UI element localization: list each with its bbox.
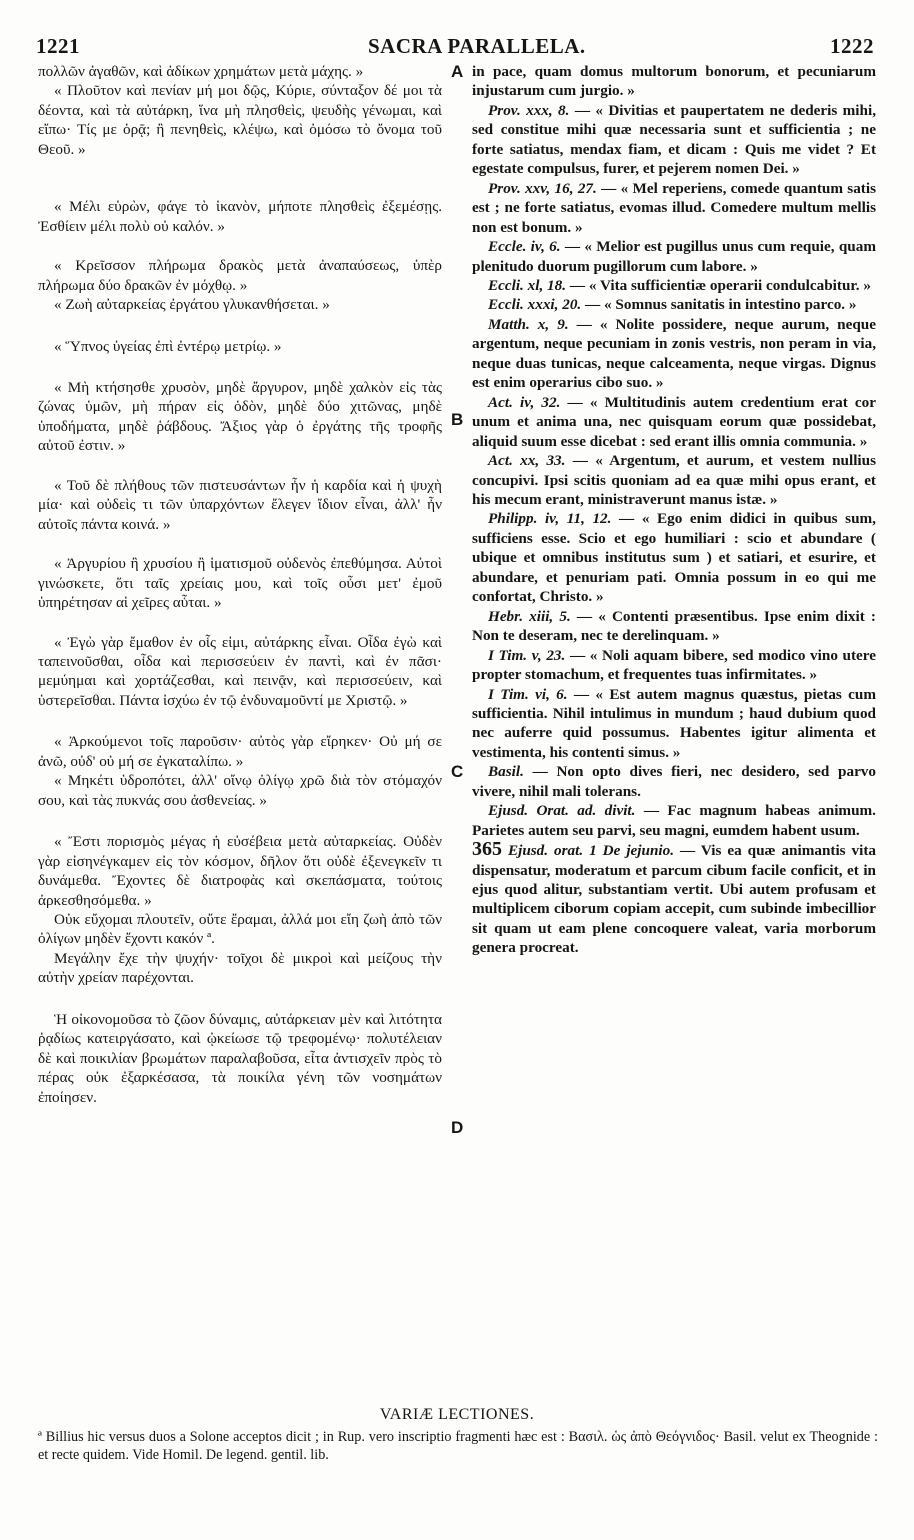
latin-paragraph — [472, 646, 876, 685]
scripture-reference: Matth. x, 9. — [488, 315, 569, 333]
latin-text: — Vis ea quæ animantis vita dispensatur, moderatum et parcum cibum facile conficit, et in ejus quod alitur, substantiam vertit. Ubi autem profusam et multiplicem ciborum copiam accepit, cum subinde imbecillior sit quam ut eam plene concoquere valeat, varia morborum genera procreat. — [472, 842, 877, 957]
greek-paragraph: πολλῶν ἀγαθῶν, καὶ ἀδίκων χρημάτων μετὰ μάχης. » — [38, 63, 364, 80]
variae-lectiones-heading: VARIÆ LECTIONES. — [379, 1406, 535, 1423]
greek-paragraph: Οὐκ εὔχομαι πλουτεῖν, οὔτε ἔραμαι, ἀλλά μοι εἴη ζωὴ ἀπὸ τῶν ὀλίγων μηδὲν ἔχοντι κακόν ª. — [38, 910, 442, 948]
latin-paragraph — [472, 840, 876, 958]
greek-paragraph: « Μέλι εὑρὼν, φάγε τὸ ἱκανὸν, μήποτε πλησθεὶς ἐξεμέσῃς. Ἐσθίειν μέλι πολὺ οὐ καλόν. » — [38, 198, 442, 235]
greek-paragraph: « Κρεῖσσον πλήρωμα δρακὸς μετὰ ἀναπαύσεως, ὑπὲρ πλήρωμα δύο δρακῶν ἐν μόχθῳ. » — [38, 257, 442, 294]
right-page-number: 1222 — [830, 34, 874, 58]
latin-text: — Non opto dives fieri, nec desidero, sed parvo vivere, nihil mali tolerans. — [472, 763, 876, 800]
greek-paragraph: « Ἐγὼ γὰρ ἔμαθον ἐν οἷς εἰμι, αὐτάρκης εἶναι. Οἶδα ἐγὼ καὶ ταπεινοῦσθαι, οἶδα καὶ περισσεύειν ἐν παντὶ, καὶ ἐν πᾶσι· μεμύημαι καὶ χορτάζεσθαι, καὶ πεινᾷν, καὶ περισσεύειν, καὶ ὑστερεῖσθαι. Πάντα ἰσχύω ἐν τῷ ἐνδυναμοῦντί με Χριστῷ. » — [38, 633, 442, 709]
latin-paragraph — [472, 295, 876, 314]
scripture-reference: Hebr. xiii, 5. — [488, 607, 571, 625]
greek-paragraph: « Ζωὴ αὐταρκείας ἐργάτου γλυκανθήσεται. » — [54, 296, 330, 314]
column-number: 365 — [472, 838, 502, 861]
running-title: SACRA PARALLELA. — [368, 34, 586, 58]
greek-paragraph: « Πλοῦτον καὶ πενίαν μή μοι δῷς, Κύριε, σύνταξον δέ μοι τὰ δέοντα, καὶ τὰ αὐτάρκη, ἵνα μὴ πλησθεὶς, ψευδὴς γένωμαι, καὶ εἴπω· Τίς με ὁρᾷ; ἢ πενηθεὶς, κλέψω, καὶ ὀμόσω τὸ ὄνομα τοῦ Θεοῦ. » — [38, 82, 442, 158]
greek-paragraph: Ἡ οἰκονομοῦσα τὸ ζῶον δύναμις, αὐτάρκειαν μὲν καὶ λιτότητα ῥᾳδίως κατειργάσατο, καὶ ᾠκείωσε τῷ τρεφομένῳ· πολυτέλειαν δὲ καὶ ποικιλίαν βρωμάτων παραλαβοῦσα, εἶτα ἀντισχεῖν πρὸς τὸ πέρας οὐκ ἐξαρκέσασα, τὰ ποικίλα γένη τῶν νοσημάτων ἐποίησεν. — [38, 1010, 442, 1106]
margin-letter-d: D — [451, 1118, 464, 1137]
latin-text: — « Vita sufficientiæ operarii condulcabitur. » — [566, 276, 871, 294]
scripture-reference: Act. xx, 33. — [488, 452, 566, 470]
latin-paragraph — [472, 393, 876, 451]
greek-column — [38, 62, 442, 1107]
latin-paragraph — [472, 451, 876, 509]
latin-text: — « Est autem magnus quæstus, pietas cum sufficientia. Nihil intulimus in mundum ; haud dubium quod nec auferre quid possumus. Habentes igitur alimenta et vestimenta, his contenti simus. » — [472, 685, 876, 761]
margin-letter-a: A — [451, 62, 464, 81]
greek-paragraph: « Μηκέτι ὑδροπότει, ἀλλ' οἴνῳ ὀλίγῳ χρῶ διὰ τὸν στόμαχόν σου, καὶ τὰς πυκνάς σου ἀσθενείας. » — [38, 772, 442, 809]
latin-paragraph — [472, 509, 876, 606]
latin-paragraph — [472, 179, 876, 237]
latin-paragraph — [472, 237, 876, 276]
latin-paragraph — [472, 62, 876, 101]
margin-letter-c: C — [451, 762, 464, 781]
latin-text: — « Contenti præsentibus. Ipse enim dixit : Non te deseram, nec te derelinquam. » — [472, 607, 876, 645]
variae-lectiones-note: ª Billius hic versus duos a Solone acceptos dicit ; in Rup. vero inscriptio fragmenti hæc est : Βασιλ. ὡς ἀπὸ Θεόγνιδος· Basil. velut ex Theognide : et recte quidem. Vide Homil. De legend. gentil. lib. — [38, 1429, 878, 1463]
scripture-reference: Eccli. xl, 18. — [488, 276, 567, 294]
latin-paragraph — [472, 801, 876, 840]
scripture-reference: I Tim. v, 23. — [488, 646, 566, 664]
latin-paragraph — [472, 101, 876, 179]
scripture-reference: Eccli. xxxi, 20. — [488, 296, 582, 314]
scripture-reference: Basil. — [488, 763, 524, 781]
greek-paragraph: « Μὴ κτήσησθε χρυσὸν, μηδὲ ἄργυρον, μηδὲ χαλκὸν εἰς τὰς ζώνας ὑμῶν, μὴ πήραν εἰς ὁδὸν, μηδὲ δύο χιτῶνας, μηδὲ ὑποδήματα, μηδὲ ῥάβδους. Ἄξιος γὰρ ὁ ἐργάτης τῆς τροφῆς αὐτοῦ ἐστιν. » — [38, 378, 442, 455]
scripture-reference: Eccle. iv, 6. — [488, 238, 561, 256]
greek-paragraph: « Ἔστι πορισμὸς μέγας ἡ εὐσέβεια μετὰ αὐταρκείας. Οὐδὲν γὰρ εἰσηνέγκαμεν εἰς τὸν κόσμον, δῆλον ὅτι οὐδὲ ἐξενεγκεῖν τι δυνάμεθα. Ἔχοντες δὲ διατροφὰς καὶ σκεπάσματα, τούτοις ἀρκεσθησόμεθα. » — [38, 833, 442, 909]
scripture-reference: Prov. xxx, 8. — [488, 101, 570, 119]
greek-paragraph: « Ὕπνος ὑγείας ἐπὶ ἐντέρῳ μετρίῳ. » — [54, 337, 282, 355]
latin-text: — « Mel reperiens, comede quantum satis est ; ne forte satiatus, evomas illud. Comedere multum mellis non est bonum. » — [472, 179, 876, 236]
greek-paragraph: « Τοῦ δὲ πλήθους τῶν πιστευσάντων ἦν ἡ καρδία καὶ ἡ ψυχὴ μία· καὶ οὐδεὶς τι τῶν ὑπαρχόντων ἔλεγεν ἴδιον εἶναι, ἀλλ' ἦν αὐτοῖς πάντα κοινά. » — [38, 476, 442, 533]
scripture-reference: Act. iv, 32. — [488, 393, 561, 411]
latin-text: — « Divitias et paupertatem ne dederis mihi, sed constitue mihi quæ necessaria sunt et sufficientia ; ne forte satiatus, mendax fiam, et dicam : Quis me videt ? Et egestate compulsus, furer, et pejerem nomen Dei. » — [472, 101, 876, 178]
latin-text: — « Somnus sanitatis in intestino parco. » — [581, 296, 857, 314]
scripture-reference: Ejusd. Orat. ad. divit. — [488, 802, 636, 820]
latin-paragraph — [472, 762, 876, 801]
latin-text: — « Multitudinis autem credentium erat cor unum et anima una, nec quisquam eorum quæ possidebat, aliquid suum esse dicebat : sed erant illis omnia communia. » — [472, 393, 876, 450]
scripture-reference: I Tim. vi, 6. — [488, 685, 568, 703]
scripture-reference: Philipp. iv, 11, 12. — [488, 510, 612, 528]
latin-text: — Fac magnum habeas animum. Parietes autem seu parvi, seu magni, eumdem habent usum. — [472, 802, 876, 839]
latin-paragraph — [472, 315, 876, 393]
scripture-reference: Ejusd. orat. 1 De jejunio. — [507, 842, 675, 860]
greek-paragraph: « Ἀρκούμενοι τοῖς παροῦσιν· αὐτὸς γὰρ εἴρηκεν· Οὐ μή σε ἀνῶ, οὐδ' οὐ μή σε ἐγκαταλίπω. » — [38, 733, 442, 770]
latin-column — [472, 62, 876, 958]
left-page-number: 1221 — [36, 34, 80, 58]
latin-text: — « Noli aquam bibere, sed modico vino utere propter stomachum, et frequentes tuas infirmitates. » — [472, 646, 876, 684]
latin-paragraph — [472, 607, 876, 646]
latin-paragraph — [472, 685, 876, 763]
greek-paragraph: « Ἀργυρίου ἢ χρυσίου ἢ ἱματισμοῦ οὐδενὸς ἐπεθύμησα. Αὐτοὶ γινώσκετε, ὅτι ταῖς χρείαις μου, καὶ τοῖς οὖσι μετ' ἐμοῦ ὑπηρέτησαν αἱ χεῖρες αὗται. » — [38, 555, 442, 612]
latin-text: — « Nolite possidere, neque aurum, neque argentum, neque pecuniam in zonis vestris, non peram in via, neque duas tunicas, neque calceamenta, neque virgas. Dignus est enim operarius cibo suo. » — [472, 315, 876, 392]
latin-text: — « Melior est pugillus unus cum requie, quam plenitudo duorum pugillorum cum labore. » — [472, 238, 876, 275]
margin-letter-b: B — [451, 410, 464, 429]
greek-paragraph: Μεγάλην ἔχε τὴν ψυχήν· τοῖχοι δὲ μικροὶ καὶ μείζους τὴν αὐτὴν χρείαν παρέχονται. — [38, 949, 442, 987]
latin-text: in pace, quam domus multorum bonorum, et pecuniarum injustarum cum jurgio. » — [472, 63, 876, 100]
latin-paragraph — [472, 276, 876, 295]
latin-text: — « Argentum, et aurum, et vestem nullius concupivi. Ipsi scitis quoniam ad ea quæ mihi opus erant, et his mecum erant, ministraverunt manus istæ. » — [472, 452, 876, 508]
latin-text: — « Ego enim didici in quibus sum, sufficiens esse. Scio et ego humiliari : scio et abundare ( ubique et omnibus institutus sum ) et satiari, et esurire, et abundare, et penuriam pati. Omnia possum in eo qui me confortat, Christo. » — [472, 510, 876, 606]
scripture-reference: Prov. xxv, 16, 27. — [488, 179, 597, 197]
